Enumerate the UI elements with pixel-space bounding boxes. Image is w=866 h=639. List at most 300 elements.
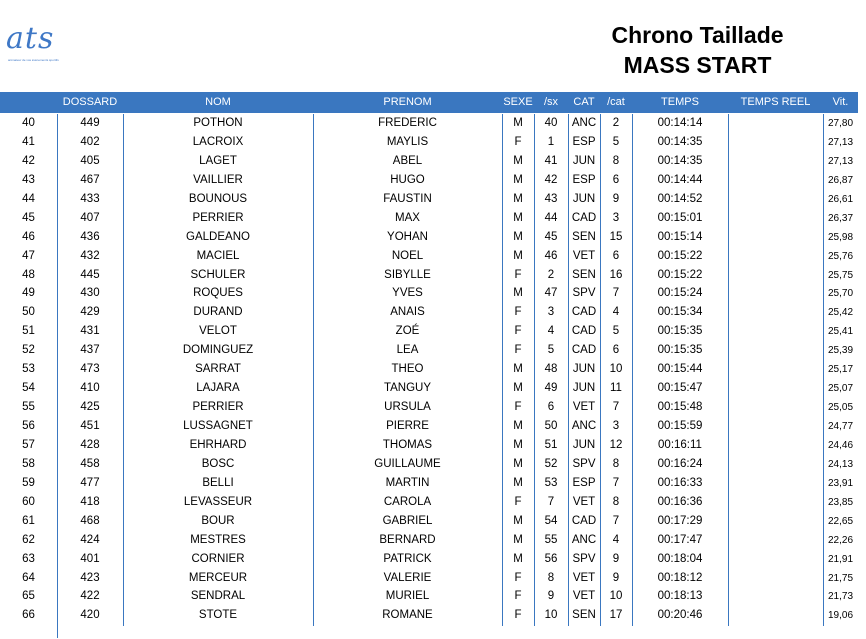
- table-header: [0, 92, 858, 113]
- cell-vit: 25,07: [827, 383, 854, 395]
- table-row: [0, 303, 858, 322]
- cell-temps: 00:15:34: [657, 306, 703, 319]
- cell-cat-rank: 4: [612, 533, 620, 546]
- cell-nom: VAILLIER: [193, 173, 243, 186]
- cell-sx: 6: [547, 401, 555, 414]
- cell-temps-reel: [728, 455, 823, 474]
- cell-temps-reel: [728, 190, 823, 209]
- cell-nom: BELLI: [202, 476, 234, 489]
- column-divider: [632, 114, 633, 626]
- cell-cat-rank: 5: [612, 325, 620, 338]
- cell-sexe: M: [513, 533, 523, 546]
- cell-sexe: F: [514, 609, 522, 622]
- column-divider: [502, 114, 503, 626]
- cell-dossard: 422: [80, 590, 100, 603]
- cell-cat-rank: 8: [612, 457, 620, 470]
- cell-nom: EHRHARD: [189, 438, 247, 451]
- cell-cat-rank: 6: [612, 344, 620, 357]
- cell-cat-rank: 17: [609, 609, 623, 622]
- cell-nom: BOSC: [201, 457, 235, 470]
- cell-dossard: 430: [80, 287, 100, 300]
- cell-temps-reel: [728, 152, 823, 171]
- cell-nom: PERRIER: [192, 211, 244, 224]
- cell-prenom: ABEL: [392, 154, 423, 167]
- cell-temps-reel: [728, 133, 823, 152]
- cell-nom: MESTRES: [190, 533, 246, 546]
- cell-cat-rank: 3: [612, 211, 620, 224]
- cell-temps: 00:15:48: [657, 401, 703, 414]
- column-header-temps: TEMPS: [661, 96, 699, 108]
- cell-cat-rank: 10: [609, 590, 623, 603]
- cell-rank: 47: [22, 249, 35, 262]
- cell-temps-reel: [728, 493, 823, 512]
- cell-cat: ANC: [571, 117, 597, 129]
- cell-cat: JUN: [572, 382, 596, 395]
- table-row: [0, 493, 858, 512]
- cell-rank: 57: [22, 438, 35, 451]
- cell-temps-reel: [728, 360, 823, 379]
- cell-prenom: PIERRE: [386, 420, 429, 432]
- table-row: [0, 512, 858, 531]
- cell-vit: 21,75: [827, 572, 854, 584]
- table-row: [0, 322, 858, 341]
- cell-dossard: 423: [80, 571, 100, 584]
- cell-vit: 21,91: [827, 553, 854, 565]
- logo-subtitle: animateur de vos évènements sportifs: [8, 58, 59, 62]
- cell-sexe: F: [514, 344, 522, 357]
- cell-cat: JUN: [572, 154, 596, 167]
- table-row: [0, 531, 858, 550]
- table-row: [0, 360, 858, 379]
- table-row: [0, 133, 858, 152]
- cell-prenom: MAX: [395, 211, 420, 224]
- cell-rank: 58: [22, 457, 35, 470]
- cell-sexe: F: [514, 401, 522, 414]
- cell-sx: 5: [547, 344, 555, 357]
- cell-nom: SCHULER: [190, 268, 246, 281]
- cell-sexe: F: [514, 135, 522, 148]
- cell-temps-reel: [728, 341, 823, 360]
- cell-rank: 41: [22, 135, 35, 148]
- cell-prenom: GABRIEL: [382, 514, 433, 527]
- cell-dossard: 420: [80, 609, 100, 622]
- cell-temps: 00:18:13: [657, 590, 703, 603]
- column-header-prenom: PRENOM: [383, 96, 432, 108]
- cell-dossard: 424: [80, 533, 100, 546]
- cell-cat: CAD: [571, 306, 597, 319]
- cell-rank: 49: [22, 287, 35, 300]
- cell-sx: 2: [547, 268, 555, 281]
- table-row: [0, 341, 858, 360]
- cell-dossard: 473: [80, 363, 100, 376]
- cell-rank: 55: [22, 401, 35, 414]
- cell-prenom: PATRICK: [383, 552, 432, 565]
- cell-temps: 00:15:35: [657, 344, 703, 357]
- cell-rank: 60: [22, 495, 35, 508]
- cell-sexe: M: [513, 230, 523, 243]
- cell-sexe: F: [514, 571, 522, 584]
- cell-temps: 00:17:47: [657, 533, 703, 546]
- cell-sx: 56: [544, 552, 558, 565]
- column-header-cat-rank: /cat: [607, 96, 625, 108]
- table-row: [0, 417, 858, 436]
- cell-sexe: M: [513, 192, 523, 205]
- column-divider: [600, 114, 601, 626]
- cell-nom: VELOT: [199, 325, 237, 338]
- cell-dossard: 467: [80, 173, 100, 186]
- cell-dossard: 405: [80, 154, 100, 167]
- page-subtitle: MASS START: [623, 52, 772, 78]
- cell-vit: 25,42: [827, 307, 854, 319]
- page-title: Chrono Taillade: [611, 22, 784, 48]
- table-row: [0, 550, 858, 569]
- cell-temps-reel: [728, 531, 823, 550]
- cell-rank: 59: [22, 476, 35, 489]
- cell-temps: 00:15:44: [657, 363, 703, 376]
- cell-dossard: 401: [80, 552, 100, 565]
- cell-sexe: F: [514, 325, 522, 338]
- cell-cat-rank: 8: [612, 154, 620, 167]
- cell-cat-rank: 6: [612, 249, 620, 262]
- cell-sexe: M: [513, 173, 523, 186]
- cell-sx: 51: [544, 438, 558, 451]
- column-header-vit: Vit.: [832, 96, 849, 108]
- table-row: [0, 152, 858, 171]
- cell-cat-rank: 8: [612, 495, 620, 508]
- cell-vit: 25,98: [827, 231, 854, 243]
- cell-cat: CAD: [571, 211, 597, 224]
- cell-dossard: 449: [80, 117, 100, 129]
- cell-vit: 25,70: [827, 288, 854, 300]
- table-row: [0, 228, 858, 247]
- cell-temps: 00:16:24: [657, 457, 703, 470]
- logo-text: ats: [6, 21, 55, 56]
- cell-sexe: M: [513, 249, 523, 262]
- cell-sx: 9: [547, 590, 555, 603]
- cell-cat: VET: [572, 249, 596, 262]
- column-divider: [313, 114, 314, 626]
- cell-cat-rank: 7: [612, 287, 620, 300]
- cell-vit: 27,13: [827, 136, 854, 148]
- cell-prenom: MAYLIS: [386, 135, 429, 148]
- cell-sexe: M: [513, 382, 523, 395]
- cell-cat-rank: 11: [610, 382, 622, 395]
- cell-temps-reel: [728, 322, 823, 341]
- cell-cat-rank: 9: [612, 571, 620, 584]
- cell-temps: 00:15:47: [657, 382, 703, 395]
- cell-prenom: THEO: [391, 363, 424, 376]
- cell-cat: VET: [572, 590, 596, 603]
- cell-vit: 27,13: [827, 155, 854, 167]
- cell-temps-reel: [728, 436, 823, 455]
- cell-nom: LACROIX: [192, 135, 244, 148]
- cell-sx: 49: [544, 382, 558, 395]
- cell-nom: LAGET: [199, 154, 237, 167]
- results-table: [0, 114, 858, 625]
- cell-dossard: 468: [80, 514, 100, 527]
- cell-vit: 25,76: [827, 250, 854, 262]
- cell-sexe: M: [513, 552, 523, 565]
- cell-prenom: ANAIS: [390, 306, 425, 319]
- cell-cat: SEN: [572, 268, 596, 281]
- cell-cat-rank: 3: [612, 420, 620, 432]
- cell-prenom: MARTIN: [385, 476, 430, 489]
- column-header-dossard: DOSSARD: [62, 96, 118, 108]
- cell-rank: 51: [22, 325, 35, 338]
- cell-dossard: 425: [80, 401, 100, 414]
- cell-vit: 25,41: [827, 326, 854, 338]
- table-row: [0, 455, 858, 474]
- cell-temps-reel: [728, 550, 823, 569]
- cell-prenom: FREDERIC: [378, 117, 437, 129]
- cell-nom: STOTE: [198, 609, 238, 622]
- cell-cat: ANC: [571, 420, 597, 432]
- cell-nom: MACIEL: [196, 249, 240, 262]
- cell-temps-reel: [728, 512, 823, 531]
- cell-nom: LEVASSEUR: [183, 495, 253, 508]
- cell-dossard: 451: [80, 420, 100, 432]
- cell-sx: 46: [544, 249, 558, 262]
- cell-temps-reel: [728, 171, 823, 190]
- cell-prenom: HUGO: [390, 173, 425, 186]
- cell-dossard: 428: [80, 438, 100, 451]
- cell-sx: 48: [544, 363, 558, 376]
- cell-prenom: FAUSTIN: [383, 192, 432, 205]
- cell-vit: 26,61: [827, 193, 854, 205]
- cell-temps-reel: [728, 266, 823, 285]
- cell-rank: 40: [22, 117, 35, 129]
- table-row: [0, 190, 858, 209]
- cell-nom: LUSSAGNET: [183, 420, 253, 432]
- cell-rank: 53: [22, 363, 35, 376]
- cell-sexe: M: [513, 514, 523, 527]
- table-row: [0, 569, 858, 588]
- cell-rank: 66: [22, 609, 35, 622]
- cell-temps-reel: [728, 606, 823, 625]
- cell-temps: 00:18:12: [657, 571, 703, 584]
- table-row: [0, 266, 858, 285]
- column-divider: [123, 114, 124, 626]
- cell-sx: 42: [544, 173, 558, 186]
- cell-nom: SENDRAL: [190, 590, 246, 603]
- table-row: [0, 474, 858, 493]
- table-row: [0, 247, 858, 266]
- cell-sx: 8: [547, 571, 555, 584]
- cell-rank: 65: [22, 590, 35, 603]
- cell-temps: 00:20:46: [657, 609, 703, 622]
- cell-cat: CAD: [571, 344, 597, 357]
- cell-temps: 00:15:22: [657, 249, 703, 262]
- cell-cat-rank: 9: [612, 192, 620, 205]
- cell-sx: 7: [547, 495, 555, 508]
- cell-sx: 41: [544, 154, 558, 167]
- cell-vit: 23,85: [827, 496, 854, 508]
- cell-dossard: 410: [80, 382, 100, 395]
- cell-sexe: M: [513, 287, 523, 300]
- table-row: [0, 606, 858, 625]
- cell-prenom: YOHAN: [387, 230, 428, 243]
- cell-temps-reel: [728, 379, 823, 398]
- cell-prenom: YVES: [392, 287, 423, 300]
- cell-vit: 26,37: [827, 212, 854, 224]
- column-header-temps-reel: TEMPS REEL: [740, 96, 811, 108]
- cell-cat: CAD: [571, 514, 597, 527]
- cell-temps-reel: [728, 284, 823, 303]
- cell-cat: JUN: [572, 438, 596, 451]
- cell-cat: VET: [572, 401, 596, 414]
- cell-sx: 10: [544, 609, 558, 622]
- cell-cat: CAD: [571, 325, 597, 338]
- cell-rank: 61: [22, 514, 35, 527]
- cell-sexe: F: [514, 590, 522, 603]
- cell-dossard: 477: [80, 476, 100, 489]
- cell-rank: 43: [22, 173, 35, 186]
- cell-sexe: F: [514, 495, 522, 508]
- cell-temps-reel: [728, 228, 823, 247]
- cell-sexe: M: [513, 363, 523, 376]
- cell-vit: 24,13: [827, 458, 854, 470]
- table-row: [0, 379, 858, 398]
- cell-dossard: 437: [80, 344, 100, 357]
- cell-nom: POTHON: [193, 117, 243, 129]
- cell-cat: SPV: [572, 457, 596, 470]
- cell-prenom: BERNARD: [379, 533, 436, 546]
- cell-rank: 64: [22, 571, 35, 584]
- cell-cat: VET: [572, 495, 596, 508]
- cell-cat-rank: 7: [612, 514, 620, 527]
- cell-cat-rank: 4: [612, 306, 620, 319]
- cell-prenom: MURIEL: [385, 590, 430, 603]
- cell-rank: 56: [22, 420, 35, 432]
- cell-sexe: M: [513, 476, 523, 489]
- cell-temps: 00:15:14: [657, 230, 703, 243]
- cell-vit: 27,80: [827, 118, 854, 129]
- cell-rank: 42: [22, 154, 35, 167]
- cell-dossard: 445: [80, 268, 100, 281]
- cell-dossard: 402: [80, 135, 100, 148]
- cell-temps-reel: [728, 417, 823, 436]
- cell-cat: SEN: [572, 230, 596, 243]
- cell-vit: 23,91: [827, 477, 854, 489]
- cell-cat: SPV: [572, 287, 596, 300]
- cell-cat-rank: 7: [612, 476, 620, 489]
- cell-cat-rank: 16: [609, 268, 623, 281]
- cell-sx: 52: [544, 457, 558, 470]
- cell-vit: 21,73: [827, 591, 854, 603]
- cell-temps: 00:15:59: [657, 420, 703, 432]
- cell-rank: 50: [22, 306, 35, 319]
- table-row: [0, 436, 858, 455]
- cell-nom: PERRIER: [192, 401, 244, 414]
- cell-vit: 26,87: [827, 174, 854, 186]
- cell-sexe: M: [513, 211, 523, 224]
- cell-cat: JUN: [572, 192, 596, 205]
- table-row: [0, 398, 858, 417]
- cell-cat-rank: 6: [612, 173, 620, 186]
- cell-prenom: TANGUY: [383, 382, 432, 395]
- cell-cat-rank: 12: [609, 438, 623, 451]
- cell-cat-rank: 7: [612, 401, 620, 414]
- cell-temps-reel: [728, 569, 823, 588]
- cell-cat-rank: 9: [612, 552, 620, 565]
- cell-sx: 50: [544, 420, 558, 432]
- column-header-sexe: SEXE: [503, 96, 533, 108]
- cell-sexe: F: [514, 268, 522, 281]
- cell-vit: 24,77: [827, 421, 854, 432]
- cell-cat: ESP: [572, 173, 596, 186]
- cell-nom: GALDEANO: [186, 230, 250, 243]
- cell-vit: 25,05: [827, 402, 854, 414]
- column-divider: [568, 114, 569, 626]
- cell-vit: 22,65: [827, 515, 854, 527]
- cell-temps: 00:14:14: [657, 117, 703, 129]
- cell-temps-reel: [728, 474, 823, 493]
- cell-prenom: VALERIE: [383, 571, 432, 584]
- cell-nom: LAJARA: [196, 382, 240, 395]
- cell-rank: 48: [22, 268, 35, 281]
- cell-prenom: CAROLA: [383, 495, 432, 508]
- cell-sx: 45: [544, 230, 558, 243]
- column-header-rank: [0, 92, 57, 113]
- cell-rank: 54: [22, 382, 35, 395]
- column-divider: [823, 114, 824, 626]
- column-divider: [57, 114, 58, 638]
- cell-sx: 4: [547, 325, 555, 338]
- cell-cat-rank: 5: [612, 135, 620, 148]
- cell-nom: SARRAT: [195, 363, 241, 376]
- cell-prenom: ROMANE: [382, 609, 433, 622]
- cell-sexe: M: [513, 154, 523, 167]
- cell-nom: CORNIER: [191, 552, 245, 565]
- column-divider: [534, 114, 535, 626]
- cell-sexe: F: [514, 306, 522, 319]
- cell-cat: VET: [572, 571, 596, 584]
- cell-temps: 00:16:11: [658, 438, 702, 451]
- cell-temps-reel: [728, 303, 823, 322]
- cell-dossard: 436: [80, 230, 100, 243]
- column-header-sx: /sx: [543, 96, 559, 108]
- cell-sx: 54: [544, 514, 558, 527]
- cell-temps: 00:14:35: [657, 154, 703, 167]
- cell-vit: 24,46: [827, 439, 854, 451]
- cell-prenom: GUILLAUME: [374, 457, 441, 470]
- cell-prenom: LEA: [396, 344, 419, 357]
- cell-rank: 62: [22, 533, 35, 546]
- cell-prenom: NOEL: [391, 249, 424, 262]
- cell-temps-reel: [728, 247, 823, 266]
- cell-nom: ROQUES: [193, 287, 243, 300]
- cell-temps-reel: [728, 114, 823, 133]
- table-row: [0, 587, 858, 606]
- cell-sexe: M: [513, 438, 523, 451]
- cell-cat: ESP: [572, 476, 596, 489]
- column-divider: [728, 114, 729, 626]
- ats-logo: [6, 22, 70, 70]
- cell-prenom: SIBYLLE: [384, 268, 431, 281]
- cell-vit: 19,06: [827, 610, 854, 622]
- table-row: [0, 284, 858, 303]
- cell-cat-rank: 15: [609, 230, 623, 243]
- cell-temps-reel: [728, 587, 823, 606]
- cell-rank: 45: [22, 211, 35, 224]
- cell-temps: 00:14:52: [657, 192, 703, 205]
- cell-vit: 25,17: [827, 364, 854, 376]
- cell-temps: 00:17:29: [657, 514, 703, 527]
- cell-nom: BOUNOUS: [188, 192, 248, 205]
- cell-sexe: M: [513, 420, 523, 432]
- cell-temps: 00:16:36: [657, 495, 703, 508]
- cell-sx: 55: [544, 533, 558, 546]
